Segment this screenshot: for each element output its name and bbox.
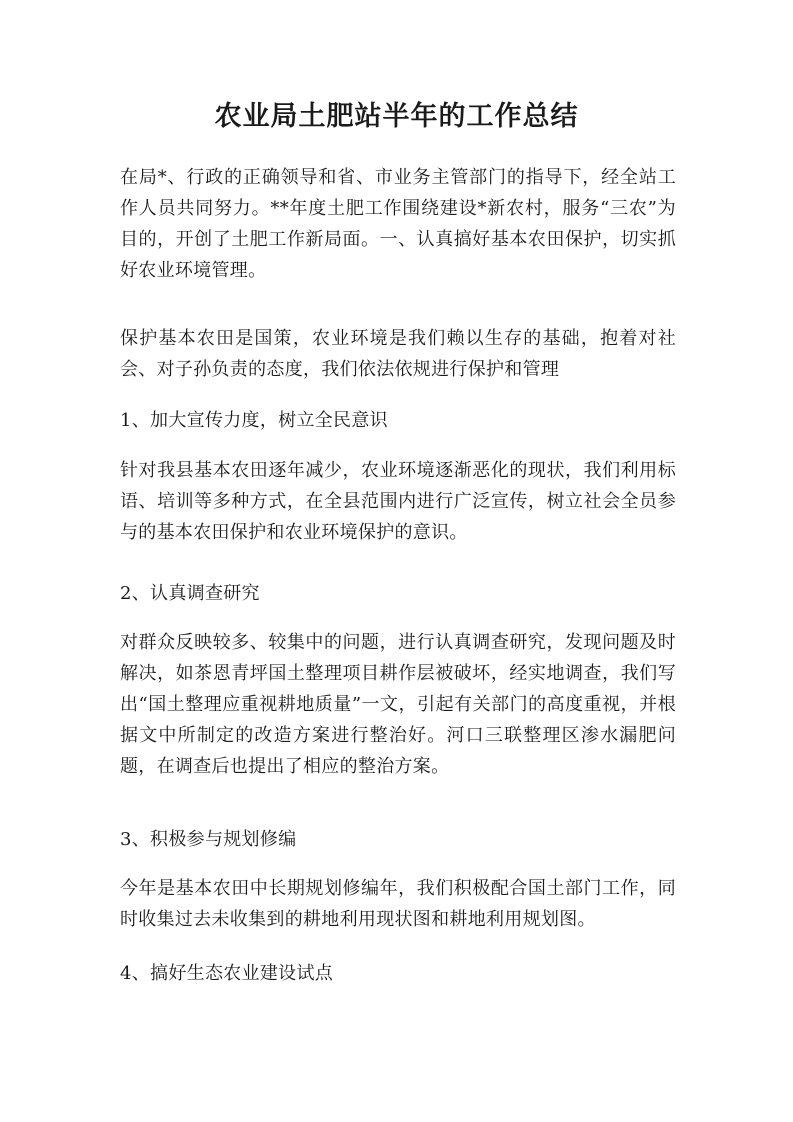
section-heading-4: 4、搞好生态农业建设试点 (120, 963, 334, 984)
paragraph-protection: 保护基本农田是国策，农业环境是我们赖以生存的基础，抱着对社会、对子孙负责的态度，我们依法依规进行保护和管理 (120, 328, 676, 380)
paragraph-intro: 在局*、行政的正确领导和省、市业务主管部门的指导下，经全站工作人员共同努力。**年度土肥工作围绕建设*新农村，服务“三农”为目的，开创了土肥工作新局面。一、认真搞好基本农田保护，切实抓好农业环境管理。 (120, 167, 676, 281)
paragraph-investigation: 对群众反映较多、较集中的问题，进行认真调查研究，发现问题及时解决，如茶恩青坪国土整理项目耕作层被破坏，经实地调查，我们写出“国土整理应重视耕地质量”一文，引起有关部门的高度重视，并根据文中所制定的改造方案进行整治好。河口三联整理区渗水漏肥问题，在调查后也提出了相应的整治方案。 (120, 632, 676, 777)
section-heading-1: 1、加大宣传力度，树立全民意识 (120, 410, 388, 431)
section-heading-3: 3、积极参与规划修编 (120, 829, 297, 850)
paragraph-planning: 今年是基本农田中长期规划修编年，我们积极配合国土部门工作，同时收集过去未收集到的耕地利用现状图和耕地利用规划图。 (120, 878, 676, 930)
paragraph-publicity: 针对我县基本农田逐年减少，农业环境逐渐恶化的现状，我们利用标语、培训等多种方式，在全县范围内进行广泛宣传，树立社会全员参与的基本农田保护和农业环境保护的意识。 (120, 460, 676, 543)
document-title: 农业局土肥站半年的工作总结 (214, 101, 579, 132)
section-heading-2: 2、认真调查研究 (120, 583, 260, 604)
